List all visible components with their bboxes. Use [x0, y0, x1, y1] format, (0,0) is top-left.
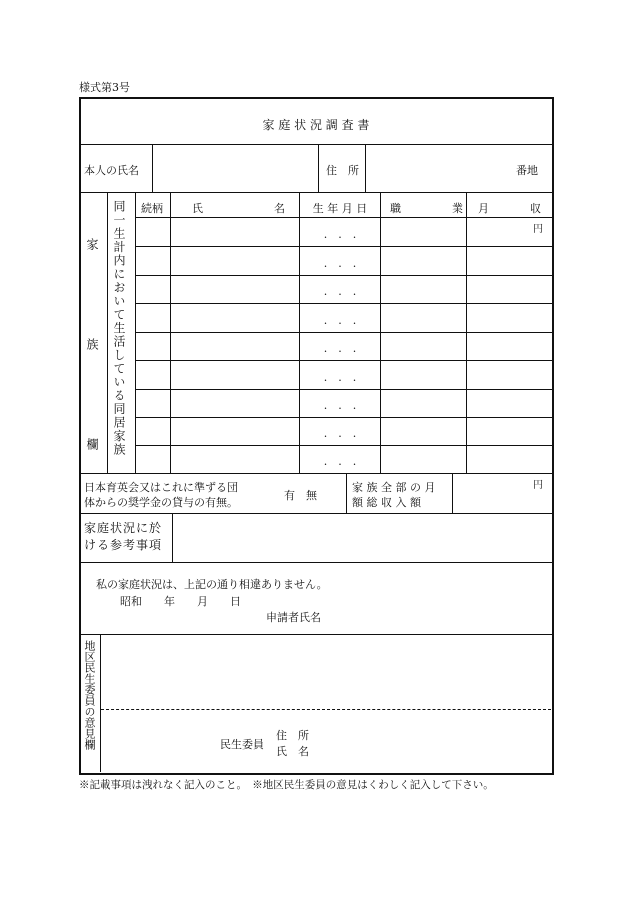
row-7-birth-dots[interactable]: . . . [323, 399, 357, 412]
header-income-left: 月 [478, 202, 489, 215]
row-6-birth-dots[interactable]: . . . [323, 371, 357, 384]
header-occupation-left: 職 [390, 202, 401, 215]
declaration-date-line[interactable]: 昭和 年 月 日 [120, 595, 241, 608]
header-relation: 続柄 [141, 202, 163, 215]
commissioner-name-label: 氏 名 [276, 745, 309, 758]
scholarship-choice[interactable]: 有 無 [284, 489, 317, 502]
header-name-right: 名 [274, 202, 285, 215]
remarks-label: 家庭状況に於 ける参考事項 [84, 521, 163, 552]
total-income-field[interactable] [456, 477, 530, 509]
applicant-name-label: 本人の氏名 [84, 164, 139, 177]
banchi-label: 番地 [516, 164, 538, 177]
row-3-birth-dots[interactable]: . . . [323, 285, 357, 298]
row-9-birth-dots[interactable]: . . . [323, 455, 357, 468]
header-birth: 生 年 月 日 [312, 202, 368, 215]
commissioner-label: 民生委員 [220, 738, 264, 751]
form-title: 家 庭 状 況 調 査 書 [262, 118, 370, 132]
income-yen-mark: 円 [533, 224, 543, 235]
form-number: 様式第3号 [79, 81, 130, 94]
applicant-name-field[interactable] [156, 148, 316, 188]
header-name-left: 氏 [192, 202, 203, 215]
commissioner-address-label: 住 所 [276, 729, 309, 742]
row-5-birth-dots[interactable]: . . . [323, 342, 357, 355]
total-income-yen-mark: 円 [533, 480, 543, 491]
header-income-right: 収 [530, 202, 541, 215]
address-label: 住 所 [326, 164, 359, 177]
row-1-birth-dots[interactable]: . . . [323, 228, 357, 241]
row-2-birth-dots[interactable]: . . . [323, 257, 357, 270]
total-income-label: 家 族 全 部 の 月 額 総 収 入 額 [352, 481, 436, 509]
row-4-birth-dots[interactable]: . . . [323, 314, 357, 327]
family-side-label: 家 族 欄 [85, 238, 99, 488]
applicant-signature-field[interactable] [330, 604, 530, 624]
applicant-name-signature-label: 申請者氏名 [266, 611, 321, 624]
family-group-label: 同一生計内において生活している同居家族 [112, 200, 126, 457]
header-occupation-right: 業 [452, 202, 463, 215]
family-rows [135, 217, 552, 473]
remarks-field[interactable] [176, 517, 548, 558]
welfare-side-label: 地区民生委員の意見欄 [83, 640, 96, 750]
scholarship-label: 日本育英会又はこれに準ずる団 体からの奨学金の貸与の有無。 [84, 481, 238, 509]
footer-note: ※記載事項は洩れなく記入のこと。 ※地区民生委員の意見はくわしく記入して下さい。 [79, 779, 494, 791]
address-field[interactable] [369, 148, 509, 188]
welfare-opinion-field[interactable] [104, 638, 548, 706]
declaration-statement: 私の家庭状況は、上記の通り相違ありません。 [96, 578, 328, 591]
row-8-birth-dots[interactable]: . . . [323, 427, 357, 440]
